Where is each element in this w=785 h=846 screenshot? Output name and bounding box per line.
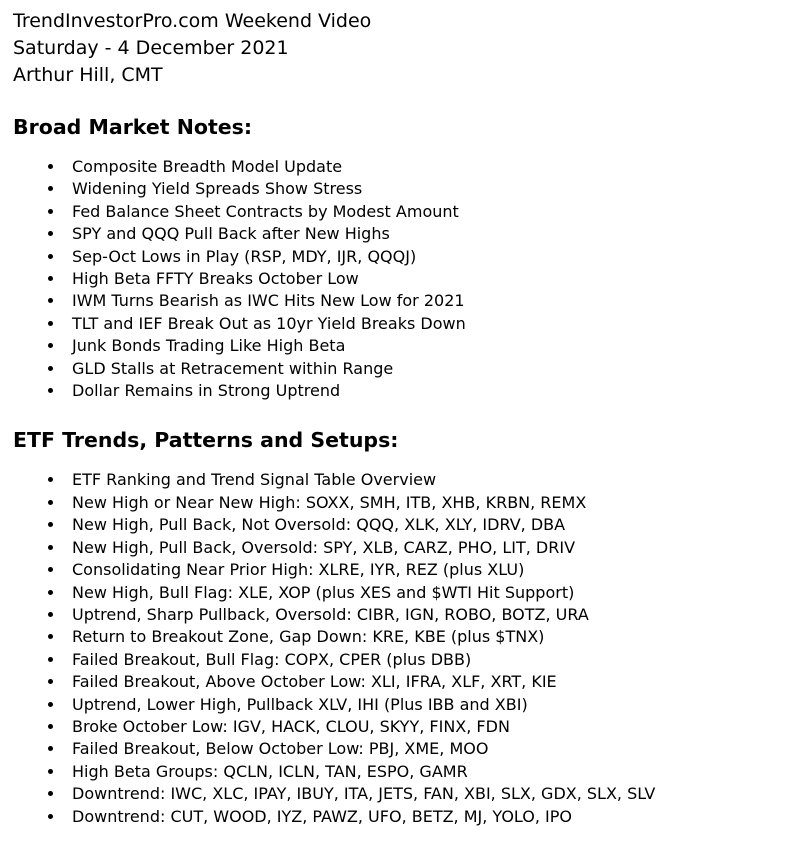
list-item: • Fed Balance Sheet Contracts by Modest Amount — [65, 201, 773, 223]
broad-market-notes-list — [13, 156, 773, 402]
list-item: • Widening Yield Spreads Show Stress — [65, 178, 773, 200]
document-date: Saturday - 4 December 2021 — [13, 37, 289, 59]
list-item: • Failed Breakout, Bull Flag: COPX, CPER (plus DBB) — [65, 649, 773, 671]
list-item: • High Beta FFTY Breaks October Low — [65, 268, 773, 290]
list-item: • Downtrend: IWC, XLC, IPAY, IBUY, ITA, JETS, FAN, XBI, SLX, GDX, SLX, SLV — [65, 783, 773, 805]
list-item: • Broke October Low: IGV, HACK, CLOU, SKYY, FINX, FDN — [65, 716, 773, 738]
list-item: • High Beta Groups: QCLN, ICLN, TAN, ESPO, GAMR — [65, 761, 773, 783]
section-heading-etf-trends: ETF Trends, Patterns and Setups: — [13, 428, 399, 453]
list-item: • ETF Ranking and Trend Signal Table Overview — [65, 469, 773, 491]
list-item: • Failed Breakout, Below October Low: PBJ, XME, MOO — [65, 738, 773, 760]
list-item: • Failed Breakout, Above October Low: XLI, IFRA, XLF, XRT, KIE — [65, 671, 773, 693]
list-item: • Uptrend, Sharp Pullback, Oversold: CIBR, IGN, ROBO, BOTZ, URA — [65, 604, 773, 626]
list-item: • Return to Breakout Zone, Gap Down: KRE, KBE (plus $TNX) — [65, 626, 773, 648]
list-item: • Downtrend: CUT, WOOD, IYZ, PAWZ, UFO, BETZ, MJ, YOLO, IPO — [65, 806, 773, 828]
section-heading-broad-market-notes: Broad Market Notes: — [13, 115, 253, 139]
document-title: TrendInvestorPro.com Weekend Video — [13, 10, 372, 32]
list-item: • IWM Turns Bearish as IWC Hits New Low for 2021 — [65, 290, 773, 312]
list-item: • Composite Breadth Model Update — [65, 156, 773, 178]
list-item: • Sep-Oct Lows in Play (RSP, MDY, IJR, QQQJ) — [65, 246, 773, 268]
list-item: • New High or Near New High: SOXX, SMH, ITB, XHB, KRBN, REMX — [65, 492, 773, 514]
list-item: • New High, Pull Back, Not Oversold: QQQ, XLK, XLY, IDRV, DBA — [65, 514, 773, 536]
list-item: • New High, Pull Back, Oversold: SPY, XLB, CARZ, PHO, LIT, DRIV — [65, 537, 773, 559]
list-item: • Dollar Remains in Strong Uptrend — [65, 380, 773, 402]
etf-trends-list — [13, 469, 773, 828]
list-item: • New High, Bull Flag: XLE, XOP (plus XES and $WTI Hit Support) — [65, 582, 773, 604]
list-item: • Consolidating Near Prior High: XLRE, IYR, REZ (plus XLU) — [65, 559, 773, 581]
list-item: • GLD Stalls at Retracement within Range — [65, 358, 773, 380]
document-header — [13, 8, 773, 89]
document-author: Arthur Hill, CMT — [13, 64, 163, 86]
list-item: • Uptrend, Lower High, Pullback XLV, IHI (Plus IBB and XBI) — [65, 694, 773, 716]
list-item: • Junk Bonds Trading Like High Beta — [65, 335, 773, 357]
list-item: • SPY and QQQ Pull Back after New Highs — [65, 223, 773, 245]
list-item: • TLT and IEF Break Out as 10yr Yield Breaks Down — [65, 313, 773, 335]
